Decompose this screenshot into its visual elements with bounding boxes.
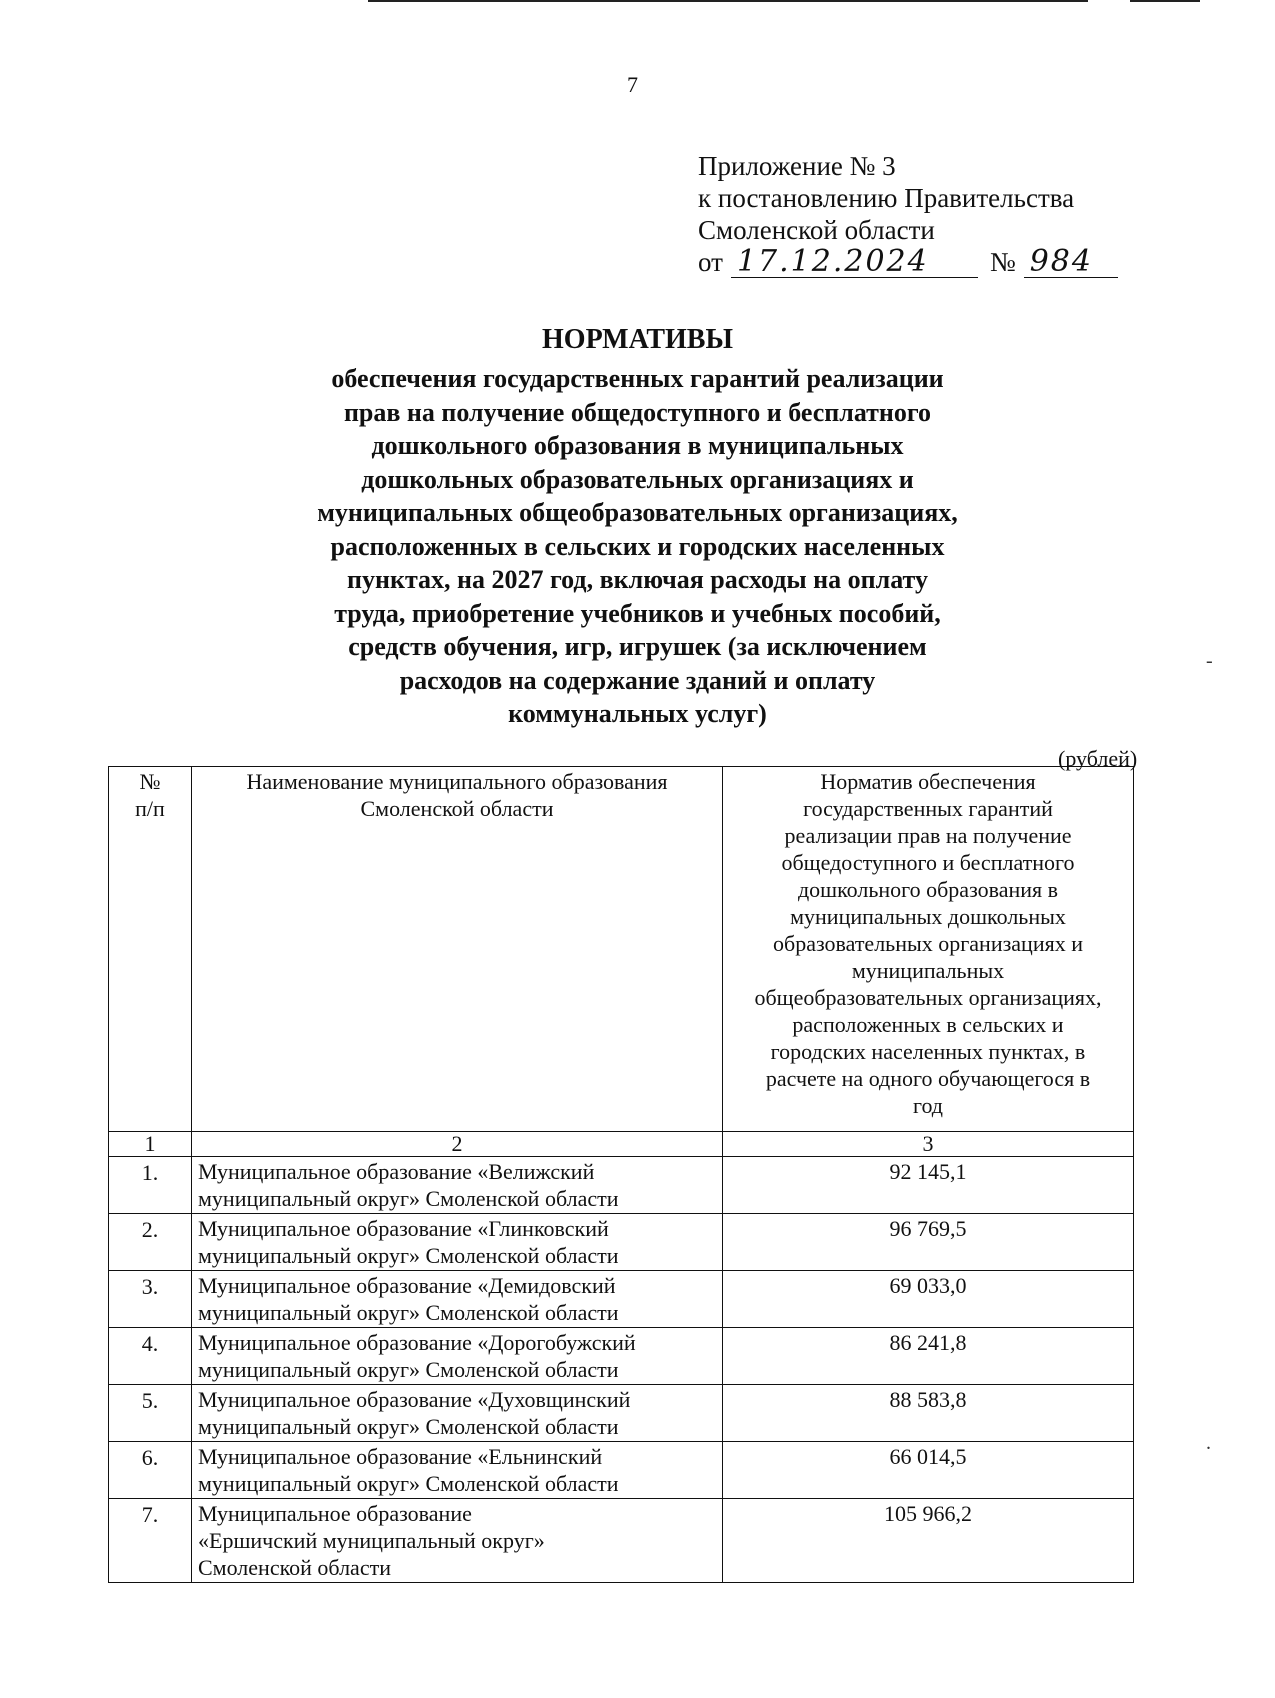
municipality-name-line: муниципальный округ» Смоленской области [198,1243,619,1268]
date-prefix: от [698,247,723,277]
table-row [109,1214,1134,1271]
table-body [109,1157,1134,1583]
header-value-cell [723,767,1134,1132]
subtitle-line: расположенных в сельских и городских населенных [330,531,945,561]
handwritten-date: 17.12.2024 [731,247,978,278]
municipality-name-line: «Ершичский муниципальный округ» [198,1528,545,1553]
norm-value: 92 145,1 [723,1157,1134,1214]
row-number: 6. [109,1442,192,1499]
municipality-name-line: муниципальный округ» Смоленской области [198,1414,619,1439]
municipality-name-cell [192,1328,723,1385]
row-number: 2. [109,1214,192,1271]
municipality-name-cell [192,1442,723,1499]
table-header [109,767,1134,1157]
table-row [109,1157,1134,1214]
handwritten-number: 984 [1024,247,1118,278]
header-value-line: общедоступного и бесплатного [781,850,1075,875]
subtitle-line: прав на получение общедоступного и бесплатного [343,397,932,427]
table-row [109,1442,1134,1499]
row-number: 7. [109,1499,192,1583]
header-num-cell [109,767,192,1132]
municipality-name-cell [192,1499,723,1583]
table-row [109,1271,1134,1328]
subtitle-line: расходов на содержание зданий и оплату [399,665,876,695]
municipality-name-line: Муниципальное образование «Ельнинский [198,1444,603,1469]
header-value-line: государственных гарантий [803,796,1053,821]
column-number: 3 [723,1132,1134,1157]
title-block [0,320,1275,731]
municipality-name-line: муниципальный округ» Смоленской области [198,1471,619,1496]
subtitle-line: муниципальных общеобразовательных организациях, [317,498,958,527]
subtitle-line: обеспечения государственных гарантий реализации [331,364,944,393]
units-label: (рублей) [1058,746,1138,771]
norm-value: 69 033,0 [723,1271,1134,1328]
norm-value: 96 769,5 [723,1214,1134,1271]
subtitle-line: средств обучения, игр, игрушек (за исключением [348,632,927,661]
scan-edge-mark: - [1206,650,1213,672]
header-name-cell [192,767,723,1132]
municipality-name-line: Муниципальное образование «Духовщинский [198,1387,631,1412]
row-number: 1. [109,1157,192,1214]
norm-value: 88 583,8 [723,1385,1134,1442]
subtitle-line: коммунальных услуг) [508,699,767,728]
norms-table [108,766,1134,1583]
header-name-line: Смоленской области [360,796,554,821]
header-value-line: образовательных организациях и [773,931,1083,956]
page-number: 7 [627,72,638,97]
header-value-line: год [912,1093,944,1118]
table-row [109,1328,1134,1385]
header-value-line: городских населенных пунктах, в [770,1039,1086,1064]
header-value-line: дошкольного образования в [797,877,1059,902]
scan-edge-mark: . [1206,1432,1211,1454]
scan-top-border-left [368,0,1088,2]
municipality-name-cell [192,1157,723,1214]
header-num-line: п/п [135,796,165,821]
header-value-line: Норматив обеспечения [820,769,1036,794]
header-num-line: № [139,769,161,794]
table-row [109,1385,1134,1442]
header-value-line: расположенных в сельских и [792,1012,1064,1037]
header-name-line: Наименование муниципального образования [246,769,668,794]
appendix-block [698,150,1118,278]
municipality-name-line: муниципальный округ» Смоленской области [198,1357,619,1382]
appendix-line-2: к постановлению Правительства [698,183,1075,213]
municipality-name-line: муниципальный округ» Смоленской области [198,1300,619,1325]
row-number: 3. [109,1271,192,1328]
municipality-name-line: Муниципальное образование «Велижский [198,1159,595,1184]
column-number-row [109,1132,1134,1157]
municipality-name-line: Муниципальное образование [198,1501,472,1526]
header-value-line: расчете на одного обучающегося в [765,1066,1091,1091]
norm-value: 86 241,8 [723,1328,1134,1385]
municipality-name-line: Муниципальное образование «Демидовский [198,1273,616,1298]
header-value-line: муниципальных дошкольных [790,904,1066,929]
subtitle-line: пунктах, на 2027 год, включая расходы на оплату [347,565,928,594]
column-number: 2 [192,1132,723,1157]
municipality-name-cell [192,1385,723,1442]
header-value-line: реализации прав на получение [784,823,1072,848]
municipality-name-line: муниципальный округ» Смоленской области [198,1186,619,1211]
header-row [109,767,1134,1132]
municipality-name-line: Муниципальное образование «Глинковский [198,1216,609,1241]
appendix-line-1: Приложение № 3 [698,151,896,181]
subtitle-line: труда, приобретение учебников и учебных пособий, [334,598,941,628]
appendix-line-3: Смоленской области [698,215,935,245]
document-title: НОРМАТИВЫ [542,324,733,355]
header-value-line: общеобразовательных организациях, [754,985,1102,1010]
header-value-line: муниципальных [851,958,1005,983]
norm-value: 66 014,5 [723,1442,1134,1499]
scan-top-border-right [1130,0,1200,2]
number-sign: № [989,247,1016,277]
municipality-name-line: Муниципальное образование «Дорогобужский [198,1330,636,1355]
municipality-name-cell [192,1214,723,1271]
norm-value: 105 966,2 [723,1499,1134,1583]
document-subtitle [0,362,1275,731]
row-number: 5. [109,1385,192,1442]
municipality-name-cell [192,1271,723,1328]
subtitle-line: дошкольных образовательных организациях и [361,464,914,494]
municipality-name-line: Смоленской области [198,1555,391,1580]
subtitle-line: дошкольного образования в муниципальных [371,431,904,460]
appendix-date-line [698,246,1118,278]
table-row [109,1499,1134,1583]
column-number: 1 [109,1132,192,1157]
row-number: 4. [109,1328,192,1385]
